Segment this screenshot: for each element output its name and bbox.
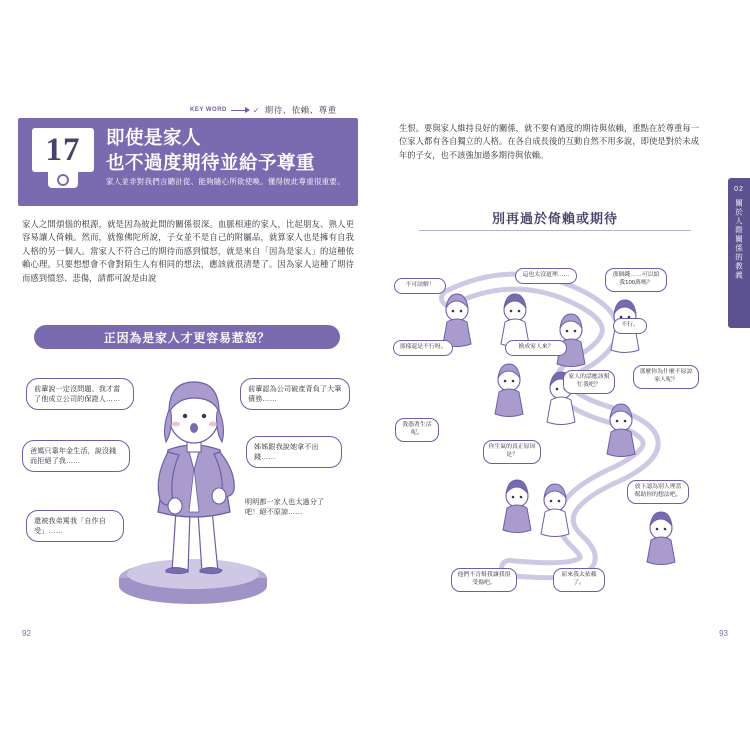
check-icon: ✓	[252, 105, 260, 115]
list-item: 他們不肯幫我讓我很受傷吧。	[451, 568, 517, 592]
flow-diagram	[389, 238, 737, 618]
side-tab-label: 關於人際關係的教義	[734, 199, 744, 280]
divider	[419, 230, 691, 231]
right-page	[375, 0, 750, 750]
page-title-line2: 也不過度期待並給予尊重	[106, 151, 316, 173]
list-item: 你生氣的真正原因是？	[483, 440, 541, 464]
arrow-icon	[231, 110, 249, 111]
list-item: 家人的話應該幫忙我吧？	[563, 370, 615, 394]
page-subtitle: 家人並非對我們言聽計從、能夠隨心所欲使喚。懂得彼此尊重很重要。	[106, 177, 345, 186]
left-body-text: 家人之間煩惱的根源，就是因為彼此間的關係很深。血脈相連的家人，比起朋友、熟人更容易讓人倚賴。然而，就像佛陀所說，子女並不是自己的附屬品，就算家人也是擁有自我人格的另一個人。當家人不符合己的期待而感到憤怒，就是來自「因為是家人」的這種依賴心理。只要想想會不會對陌生人有相同的想法，應該就很清楚了。因為家人這種了期待而感到憤怒、悲傷，請都可說是由說	[22, 219, 354, 283]
side-tab-number: 02	[734, 186, 744, 193]
section-heading: 正因為是家人才更容易惹怒？	[34, 325, 340, 349]
diagram-path-and-figures	[389, 238, 737, 618]
list-item: 還被我弟罵我「自作自受」……	[26, 510, 124, 542]
page-number-left: 92	[22, 629, 31, 638]
list-item: 換成家人來？	[505, 340, 567, 356]
figure-group-1	[443, 294, 471, 347]
keyword-label: KEY WORD	[190, 107, 227, 113]
list-item: 原來我太依賴了。	[553, 568, 605, 592]
list-item: 不行。	[613, 318, 647, 334]
list-item: 那個錢……可以給我100萬嗎？	[605, 268, 667, 292]
chapter-title-band	[18, 118, 358, 206]
list-item: 那樣還是不行呀。	[393, 340, 453, 356]
figure-group-5	[495, 364, 523, 417]
page-number-right: 93	[719, 629, 728, 638]
list-item: 不可諒解！	[394, 278, 446, 294]
keyword-terms: 期待、依賴、尊重	[264, 105, 337, 115]
list-item: 前輩認為公司破產背負了大筆債務……	[240, 378, 350, 410]
page-title-line1: 即使是家人	[106, 127, 202, 148]
chapter-number: 17	[32, 128, 94, 172]
list-item: 姊姊跟我說她拿不出錢……	[246, 436, 342, 468]
list-item: 放下認為別人理當幫助你的想法吧。	[627, 480, 689, 504]
right-body-text: 生恨。要與家人維持良好的關係，就不要有過度的期待與依賴，重點在於尊重每一位家人都有各自獨立的人格。在各自成長後的互動自然不用多說，即使是對於未成年的子女，也不該強加過多期待與依賴。	[399, 123, 699, 160]
list-item: 爸媽只靠年金生活，說沒錢而拒絕了我……	[22, 440, 130, 472]
diagram-title: 別再過於倚賴或期待	[491, 211, 618, 226]
figure-group-10	[647, 512, 675, 565]
list-item: 前輩說一定沒問題、我才當了他成立公司的保證人……	[26, 378, 134, 410]
keyword-row	[190, 104, 337, 116]
page-title	[106, 126, 351, 176]
list-item: 明明都一家人也太過分了吧！絕不原諒……	[238, 492, 342, 522]
figure-group-8	[503, 480, 531, 533]
gear-icon	[48, 172, 78, 188]
list-item: 這也太沒道理……	[515, 268, 577, 284]
list-item: 那麼你為什麼不原諒家人呢？	[633, 365, 699, 389]
list-item: 我憑著生活呢。	[395, 418, 439, 442]
figure-group-2	[501, 294, 529, 347]
